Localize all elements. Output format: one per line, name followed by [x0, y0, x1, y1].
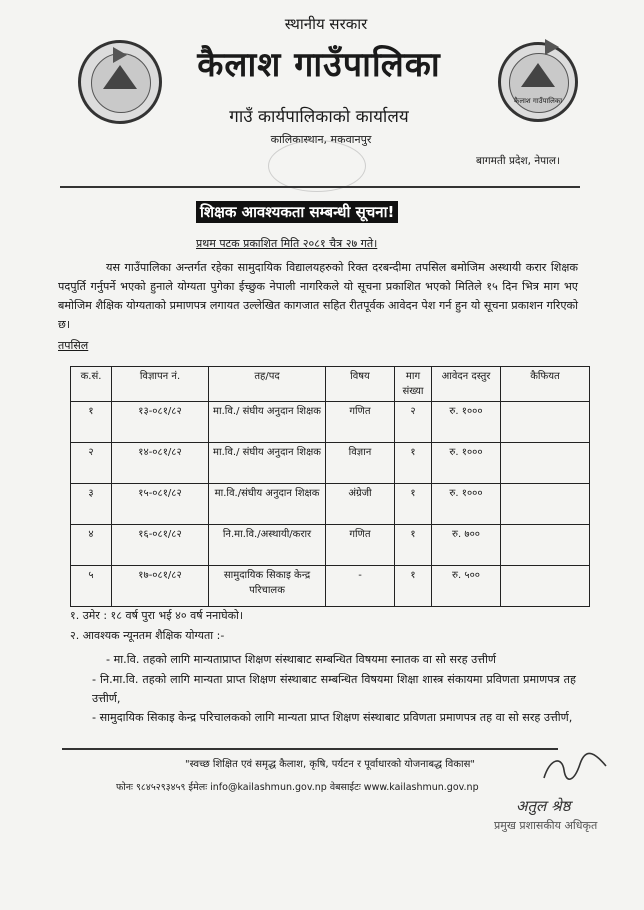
cell-ad-no: १५-०८१/८२: [112, 484, 209, 525]
cell-fee: रु. ५००: [432, 566, 501, 607]
footer-slogan: "स्वच्छ शिक्षित एवं समृद्ध कैलाश, कृषि, पर्यटन र पूर्वाधारको योजनाबद्ध विकास": [185, 759, 475, 770]
cell-subject: गणित: [326, 525, 395, 566]
cell-ad-no: १७-०८१/८२: [112, 566, 209, 607]
nepal-emblem-left: [78, 40, 162, 124]
notice-title: शिक्षक आवश्यकता सम्बन्धी सूचना!: [196, 201, 398, 223]
cell-post: नि.मा.वि./अस्थायी/करार: [209, 525, 326, 566]
table-row: [71, 566, 590, 607]
cell-demand: २: [395, 402, 432, 443]
cell-remarks: [501, 402, 590, 443]
cell-remarks: [501, 566, 590, 607]
signer-name: अतुल श्रेष्ठ: [516, 797, 571, 815]
table-row: [71, 525, 590, 566]
province-label: बागमती प्रदेश, नेपाल।: [476, 155, 560, 167]
cell-subject: अंग्रेजी: [326, 484, 395, 525]
footer-contact: फोनः ९८४५२९३४५९ ईमेलः info@kailashmun.gov.np वेबसाईटः www.kailashmun.gov.np: [116, 782, 479, 793]
office-location: कालिकास्थान, मकवानपुर: [270, 133, 372, 146]
col-header-level-post: तह/पद: [209, 367, 326, 402]
municipality-title: कैलाश गाउँपालिका: [197, 45, 441, 85]
col-header-sn: क.सं.: [71, 367, 112, 402]
cell-subject: -: [326, 566, 395, 607]
cell-post: सामुदायिक सिकाइ केन्द्र परिचालक: [209, 566, 326, 607]
cell-remarks: [501, 484, 590, 525]
cell-demand: १: [395, 484, 432, 525]
cell-remarks: [501, 443, 590, 484]
footer-divider: [62, 748, 558, 750]
cell-fee: रु. १०००: [432, 443, 501, 484]
cell-demand: १: [395, 566, 432, 607]
vacancy-table: [70, 366, 590, 607]
table-row: [71, 443, 590, 484]
signer-title: प्रमुख प्रशासकीय अधिकृत: [494, 819, 598, 832]
cell-ad-no: १६-०८१/८२: [112, 525, 209, 566]
cell-post: मा.वि./संघीय अनुदान शिक्षक: [209, 484, 326, 525]
cell-sn: ३: [71, 484, 112, 525]
logo-caption: कैलाश गाउँपालिका: [513, 97, 563, 105]
age-requirement: १. उमेर : १८ वर्ष पुरा भई ४० वर्ष ननाघेको।: [70, 609, 244, 622]
municipality-logo-right: [498, 42, 578, 122]
cell-ad-no: १३-०८१/८२: [112, 402, 209, 443]
cell-ad-no: १४-०८१/८२: [112, 443, 209, 484]
cell-fee: रु. ७००: [432, 525, 501, 566]
header-divider: [60, 186, 580, 188]
col-header-ad-no: विज्ञापन नं.: [112, 367, 209, 402]
col-header-remarks: कैफियत: [501, 367, 590, 402]
cell-fee: रु. १०००: [432, 484, 501, 525]
cell-post: मा.वि./ संघीय अनुदान शिक्षक: [209, 443, 326, 484]
qualification-lower-secondary: - नि.मा.वि. तहको लागि मान्यता प्राप्त शिक्षण संस्थाबाट सम्बन्धित विषयमा शिक्षा शास्त्र संकायमा प्रविणता प्रमाणपत्र तह उत्तीर्ण,: [92, 673, 576, 705]
office-stamp: [268, 140, 366, 192]
cell-subject: विज्ञान: [326, 443, 395, 484]
table-row: [71, 402, 590, 443]
qualification-facilitator: - सामुदायिक सिकाइ केन्द्र परिचालकको लागि मान्यता प्राप्त शिक्षण संस्थाबाट प्रविणता प्रमाणपत्र तह वा सो सरह उत्तीर्ण,: [92, 711, 573, 724]
office-name: गाउँ कार्यपालिकाको कार्यालय: [229, 107, 409, 127]
publish-date: प्रथम पटक प्रकाशित मिति २०८१ चैत्र २७ गते।: [196, 237, 378, 250]
table-header-row: [71, 367, 590, 402]
col-header-demand: माग संख्या: [395, 367, 432, 402]
cell-fee: रु. १०००: [432, 402, 501, 443]
cell-remarks: [501, 525, 590, 566]
cell-subject: गणित: [326, 402, 395, 443]
col-header-subject: विषय: [326, 367, 395, 402]
table-row: [71, 484, 590, 525]
cell-demand: १: [395, 443, 432, 484]
cell-post: मा.वि./ संघीय अनुदान शिक्षक: [209, 402, 326, 443]
top-label: स्थानीय सरकार: [284, 15, 368, 33]
notice-body: यस गाउँपालिका अन्तर्गत रहेका सामुदायिक विद्यालयहरुको रिक्त दरबन्दीमा तपसिल बमोजिम अस्थायी करार शिक्षक पदपुर्ति गर्नुपर्ने भएको हुनाले योग्यता पुगेका ईच्छुक नेपाली नागरिकले यो सूचना प्रकाशित भएको मितिले १५ दिन भित्र माग भए बमोजिम शैक्षिक योग्यताको प्रमाणपत्र लगायत उल्लेखित कागजात सहित रीतपूर्वक आवेदन पेश गर्न हुन यो सूचना प्रकाशन गरिएको छ।: [58, 261, 578, 331]
qualification-title: २. आवश्यक न्यूनतम शैक्षिक योग्यता :-: [70, 629, 225, 642]
cell-sn: १: [71, 402, 112, 443]
cell-demand: १: [395, 525, 432, 566]
notice-title-box: [196, 202, 398, 222]
cell-sn: ५: [71, 566, 112, 607]
qualification-secondary: - मा.वि. तहको लागि मान्यताप्राप्त शिक्षण संस्थाबाट सम्बन्धित विषयमा स्नातक वा सो सरह उत्तीर्ण: [106, 653, 496, 666]
signature-scribble: [540, 752, 610, 792]
col-header-fee: आवेदन दस्तुर: [432, 367, 501, 402]
cell-sn: ४: [71, 525, 112, 566]
cell-sn: २: [71, 443, 112, 484]
schedule-label: तपसिल: [58, 339, 89, 352]
